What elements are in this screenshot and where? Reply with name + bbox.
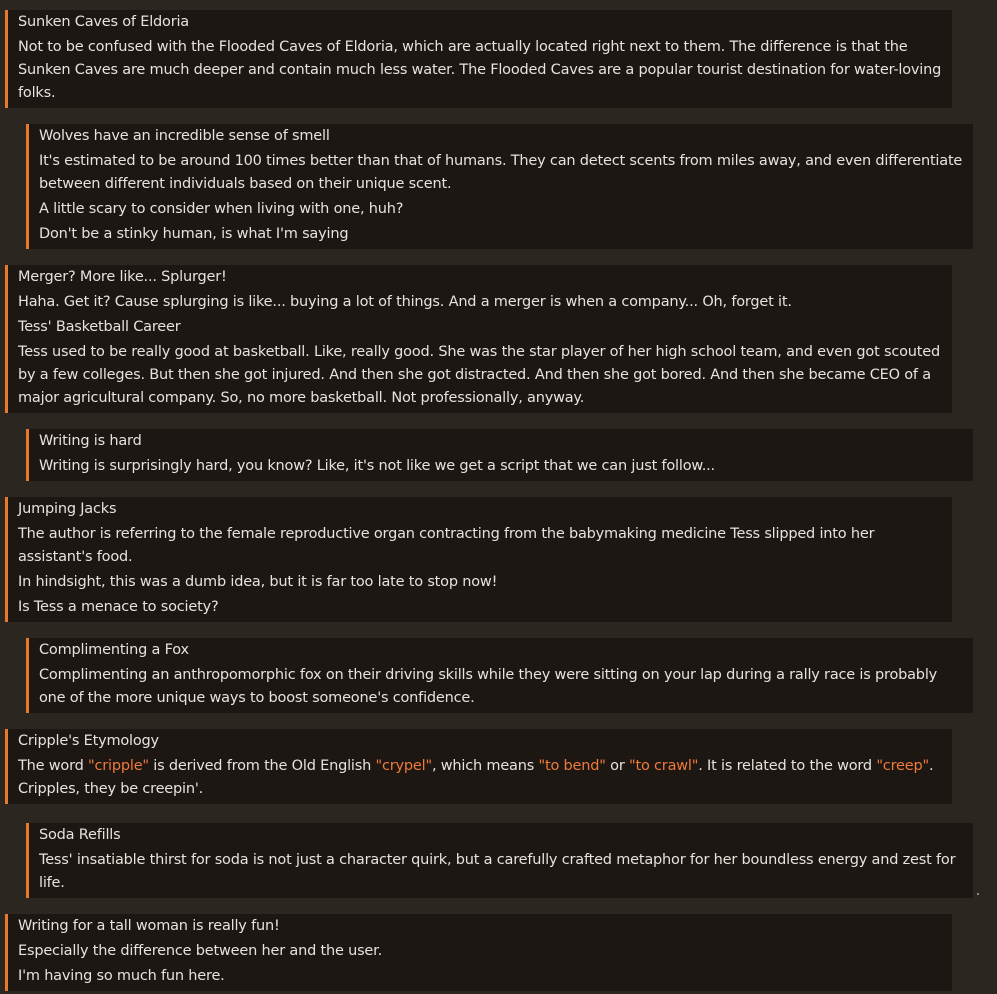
note-title: Wolves have an incredible sense of smell — [39, 128, 330, 144]
text-part: . It is related to the word — [698, 758, 877, 774]
note-writing-hard — [26, 429, 973, 481]
note-wolves-smell — [26, 124, 973, 249]
text-part: , which means — [431, 758, 539, 774]
note-tall-woman — [5, 914, 952, 991]
note-text: Is Tess a menace to society? — [18, 599, 219, 615]
note-text: Not to be confused with the Flooded Caves of Eldoria, which are actually located right next to them. The difference is that the Sunken Caves are much deeper and contain much less water. The Flooded Caves are a popular tourist destination for water-loving folks. — [18, 39, 942, 101]
text-part: is derived from the Old English — [148, 758, 376, 774]
note-title: Jumping Jacks — [18, 501, 117, 517]
note-text: Especially the difference between her and the user. — [18, 943, 382, 959]
note-text — [18, 755, 942, 801]
highlighted-word: "cripple" — [88, 758, 149, 774]
note-complimenting-fox — [26, 638, 973, 713]
note-text: Writing is surprisingly hard, you know? Like, it's not like we get a script that we can just follow... — [39, 458, 715, 474]
note-cripple-etymology — [5, 729, 952, 804]
note-text: A little scary to consider when living with one, huh? — [39, 201, 404, 217]
note-title: Writing for a tall woman is really fun! — [18, 918, 280, 934]
note-title: Cripple's Etymology — [18, 733, 159, 749]
highlighted-word: "creep" — [876, 758, 929, 774]
text-part: . Cripples, they be creepin'. — [18, 758, 934, 797]
note-merger-splurger — [5, 265, 952, 413]
note-title: Soda Refills — [39, 827, 121, 843]
note-jumping-jacks — [5, 497, 952, 622]
note-title: Writing is hard — [39, 433, 142, 449]
note-title: Complimenting a Fox — [39, 642, 189, 658]
note-title: Merger? More like... Splurger! — [18, 269, 227, 285]
highlighted-word: "to crawl" — [629, 758, 699, 774]
note-text: I'm having so much fun here. — [18, 968, 225, 984]
note-text: It's estimated to be around 100 times better than that of humans. They can detect scents from miles away, and even differentiate between different individuals based on their unique scent. — [39, 153, 963, 192]
note-text: Don't be a stinky human, is what I'm saying — [39, 226, 349, 242]
highlighted-word: "to bend" — [538, 758, 606, 774]
note-sunken-caves — [5, 10, 952, 108]
note-title: Sunken Caves of Eldoria — [18, 14, 189, 30]
note-text: The author is referring to the female reproductive organ contracting from the babymaking medicine Tess slipped into her assistant's food. — [18, 526, 875, 565]
note-text: In hindsight, this was a dumb idea, but it is far too late to stop now! — [18, 574, 498, 590]
note-text: Tess used to be really good at basketball. Like, really good. She was the star player of her high school team, and even got scouted by a few colleges. But then she got injured. And then she got distracted. And then she got bored. And then she became CEO of a major agricultural company. So, no more basketball. Not professionally, anyway. — [18, 344, 940, 406]
note-text: Haha. Get it? Cause splurging is like... buying a lot of things. And a merger is when a company... Oh, forget it. — [18, 294, 792, 310]
note-soda-refills — [26, 823, 973, 898]
text-part: or — [605, 758, 629, 774]
text-part: The word — [18, 758, 89, 774]
scroll-speck — [977, 893, 979, 895]
note-text: Complimenting an anthropomorphic fox on their driving skills while they were sitting on your lap during a rally race is probably one of the more unique ways to boost someone's confidence. — [39, 667, 938, 706]
highlighted-word: "crypel" — [375, 758, 432, 774]
note-subtitle: Tess' Basketball Career — [18, 319, 181, 335]
note-text: Tess' insatiable thirst for soda is not just a character quirk, but a carefully crafted metaphor for her boundless energy and zest for life. — [39, 852, 956, 891]
